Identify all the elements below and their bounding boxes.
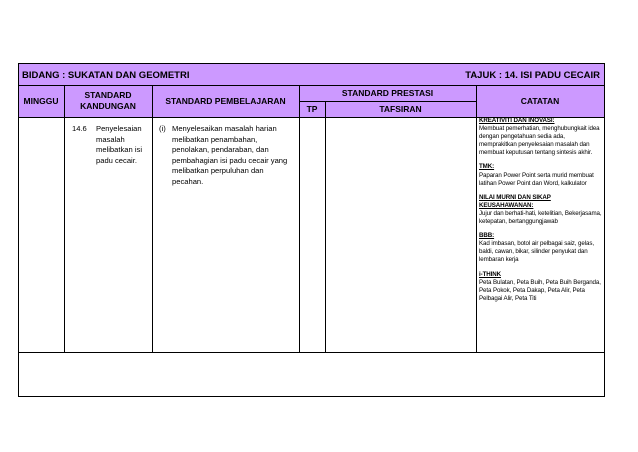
col-standard-kandungan: STANDARD KANDUNGAN — [80, 90, 136, 111]
col-catatan: CATATAN — [520, 95, 560, 106]
col-standard-pembelajaran: STANDARD PEMBELAJARAN — [165, 95, 286, 106]
line-v4 — [325, 101, 326, 352]
line-h4 — [18, 352, 605, 353]
tajuk-title: TAJUK : 14. ISI PADU CECAIR — [465, 70, 600, 81]
col-tafsiran: TAFSIRAN — [379, 103, 422, 114]
border-bottom — [18, 396, 605, 397]
col-minggu: MINGGU — [23, 95, 59, 106]
line-v2 — [152, 85, 153, 352]
bbb-section — [479, 232, 603, 264]
nilai-section — [479, 194, 603, 226]
line-h1 — [18, 85, 605, 86]
line-v3 — [299, 85, 300, 352]
kreativiti-section — [479, 117, 603, 157]
line-v1 — [64, 85, 65, 352]
catatan-notes — [479, 117, 603, 309]
border-right — [604, 63, 605, 397]
nilai-heading: NILAI MURNI DAN SIKAP KEUSAHAWANAN: — [479, 193, 551, 209]
col-tp: TP — [306, 103, 318, 114]
ithink-heading: i-THINK — [479, 270, 501, 278]
kreativiti-heading: KREATIVITI DAN INOVASI: — [479, 117, 555, 124]
col-standard-prestasi: STANDARD PRESTASI — [341, 87, 434, 98]
border-left — [18, 63, 19, 397]
kreativiti-text: Membuat pemerhatian, menghubungkait idea dengan pengetahuan sedia ada, memprakitkan penyelesaian masalah dan membuat keputusan tentang sintesis akhir. — [479, 125, 600, 157]
sp-number: (i) — [159, 124, 166, 133]
bbb-text: Kad imbasan, botol air pelbagai saiz, gelas, baldi, cawan, bikar, silinder penyukat dan lembaran kerja — [479, 240, 594, 264]
sk-text: Penyelesaian masalah melibatkan isi padu cecair. — [96, 124, 143, 165]
border-top — [18, 63, 605, 64]
ithink-text: Peta Bulatan, Peta Buih, Peta Buih Berganda, Peta Pokok, Peta Dakap, Peta Alir, Peta Pelbagai Alir, Peta Titi — [479, 278, 601, 302]
line-v5 — [476, 85, 477, 352]
sk-number: 14.6 — [72, 124, 87, 133]
bbb-heading: BBB: — [479, 232, 495, 240]
nilai-text: Jujur dan berhati-hati, ketelitian, Bekerjasama, ketepatan, bertanggungjawab — [479, 209, 602, 226]
sp-text: Menyelesaikan masalah harian melibatkan penambahan, penolakan, pendaraban, dan pembahagian isi padu cecair yang melibatkan perpuluhan dan pecahan. — [172, 124, 288, 186]
bidang-title: BIDANG : SUKATAN DAN GEOMETRI — [22, 70, 190, 81]
tmk-section — [479, 163, 603, 187]
ithink-section — [479, 271, 603, 303]
tmk-heading: TMK: — [479, 163, 495, 171]
tmk-text: Paparan Power Point serta murid membuat latihan Power Point dan Word, kalkulator — [479, 171, 594, 187]
